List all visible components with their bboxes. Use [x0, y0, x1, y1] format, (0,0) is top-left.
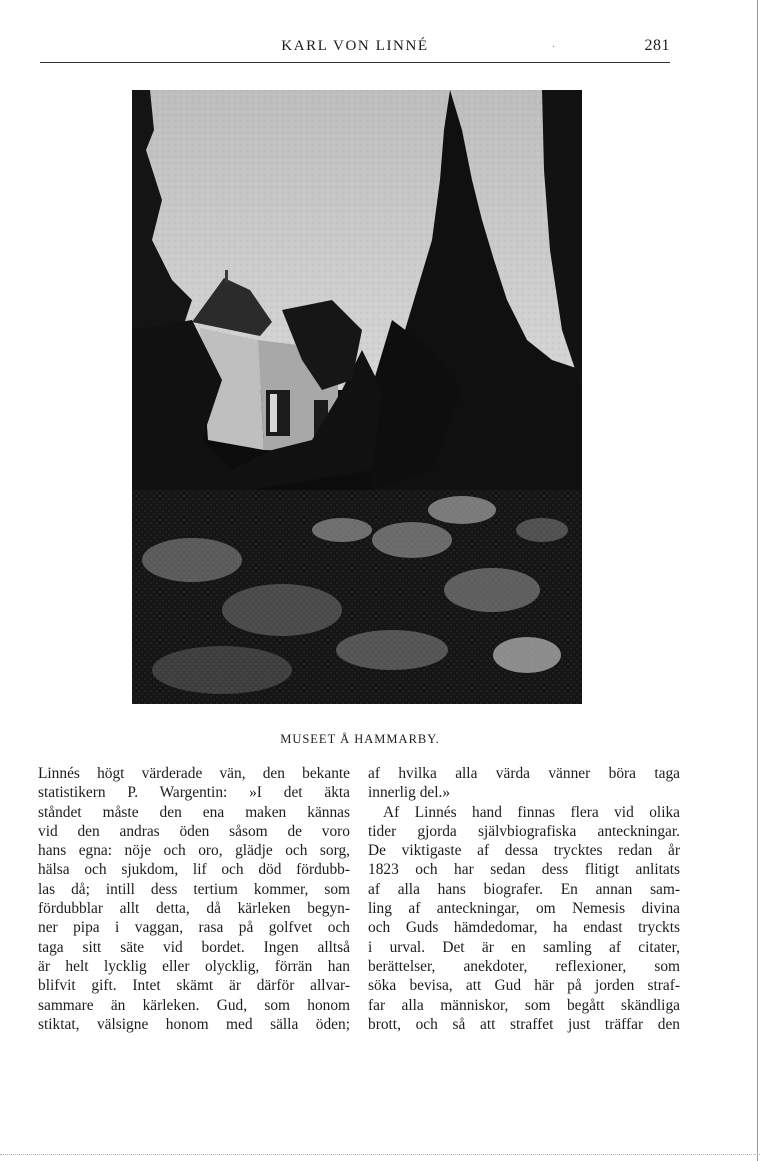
header-title: KARL VON LINNÉ: [281, 38, 429, 54]
text-line: söka bevisa, att Gud här på jorden straf-: [368, 977, 680, 995]
text-line: fördubblar allt detta, då kärleken begyn-: [38, 900, 350, 918]
text-line: i urval. Det är en samling af citater,: [368, 938, 680, 956]
text-line: De viktigaste af dessa trycktes redan år: [368, 842, 680, 860]
text-line: ståndet måste den ena maken kännas: [38, 803, 350, 821]
right-text-column: [368, 764, 680, 1034]
text-line: ling af anteckningar, om Nemesis divina: [368, 900, 680, 918]
text-line: af hvilka alla värda vänner böra taga: [368, 765, 680, 782]
text-line: innerlig del.»: [368, 784, 451, 802]
text-line: ner pipa i vaggan, rasa på golfvet och: [38, 919, 350, 937]
text-line: sammare än kärleken. Gud, som honom: [38, 996, 350, 1014]
text-line: af alla hans biografer. En annan sam-: [368, 880, 680, 898]
text-line: blifvit gift. Intet skämt är därför allvar-: [38, 977, 350, 995]
left-text-column: [38, 764, 350, 1034]
text-line: far alla människor, som begått skändliga: [368, 996, 680, 1014]
text-line: hälsa och sjukdom, lif och död fördubb-: [38, 861, 350, 879]
page-number: 281: [644, 37, 670, 54]
photo-caption: MUSEET Å HAMMARBY.: [280, 732, 440, 746]
text-line: berättelser, anekdoter, reflexioner, som: [368, 957, 680, 975]
page-bottom-edge: [0, 1154, 760, 1155]
text-line: las då; intill dess tertium kommer, som: [38, 880, 350, 898]
text-line: Linnés högt värderade vän, den bekante: [38, 765, 350, 782]
text-line: taga sitt säte vid bordet. Ingen alltså: [38, 938, 350, 956]
text-line: Af Linnés hand finnas flera vid olika: [383, 803, 680, 821]
text-line: brott, och så att straffet just träffar den: [368, 1015, 680, 1033]
text-line: är helt lycklig eller olycklig, förrän han: [38, 957, 350, 975]
text-line: hans egna: nöje och oro, glädje och sorg,: [38, 842, 350, 860]
text-line: tider gjorda självbiografiska anteckningar.: [368, 822, 680, 840]
text-line: vid den andras öden såsom de voro: [38, 822, 350, 840]
page-edge-line: [757, 0, 758, 1161]
text-line: statistikern P. Wargentin: »I det äkta: [38, 784, 350, 802]
header-dot: ·: [552, 42, 556, 53]
text-line: stiktat, välsigne honom med sälla öden;: [38, 1015, 350, 1033]
text-line: 1823 och har sedan dess flitigt anlitats: [368, 861, 680, 879]
museum-photograph: [132, 90, 582, 704]
running-header: [40, 36, 670, 63]
text-line: och Guds hämdedomar, ha endast tryckts: [368, 919, 680, 937]
